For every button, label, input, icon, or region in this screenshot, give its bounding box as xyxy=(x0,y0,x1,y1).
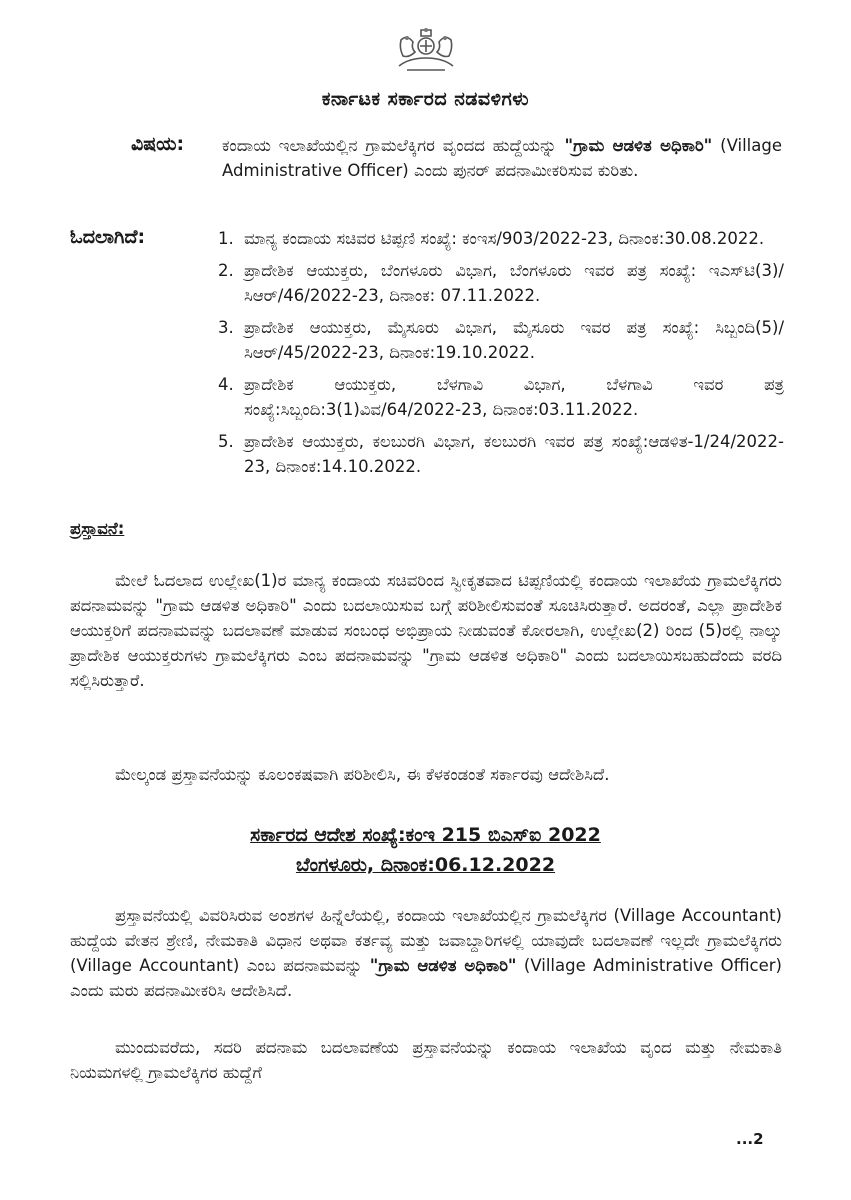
reference-text: ಪ್ರಾದೇಶಿಕ ಆಯುಕ್ತರು, ಮೈಸೂರು ವಿಭಾಗ, ಮೈಸೂರು ಇವರ ಪತ್ರ ಸಂಖ್ಯೆ: ಸಿಬ್ಬಂದಿ(5)/ಸಿಆರ್/45/2022-23, ದಿನಾಂಕ:19.10.2022. xyxy=(244,318,784,362)
subject-text-bold: "ಗ್ರಾಮ ಆಡಳಿತ ಅಧಿಕಾರಿ" xyxy=(564,136,713,155)
order-paragraph-1-bold: "ಗ್ರಾಮ ಆಡಳಿತ ಅಧಿಕಾರಿ" xyxy=(369,956,517,975)
reference-number: 3. xyxy=(218,318,234,337)
order-paragraph-1-part2: (Village Administrative Officer) ಎಂದು ಮರು ಪದನಾಮೀಕರಿಸಿ ಆದೇಶಿಸಿದೆ. xyxy=(70,956,782,1000)
karnataka-state-emblem-icon xyxy=(393,26,459,74)
preamble-paragraph-1: ಮೇಲೆ ಓದಲಾದ ಉಲ್ಲೇಖ(1)ರ ಮಾನ್ಯ ಕಂದಾಯ ಸಚಿವರಿಂದ ಸ್ವೀಕೃತವಾದ ಟಿಪ್ಪಣಿಯಲ್ಲಿ ಕಂದಾಯ ಇಲಾಖೆಯ ಗ್ರಾಮಲೆಕ್ಕಿಗರು ಪದನಾಮವನ್ನು "ಗ್ರಾಮ ಆಡಳಿತ ಅಧಿಕಾರಿ" ಎಂದು ಬದಲಾಯಿಸುವ ಬಗ್ಗೆ ಪರಿಶೀಲಿಸುವಂತೆ ಸೂಚಿಸಿರುತ್ತಾರೆ. ಅದರಂತೆ, ಎಲ್ಲಾ ಪ್ರಾದೇಶಿಕ ಆಯುಕ್ತರಿಗೆ ಪದನಾಮವನ್ನು ಬದಲಾವಣೆ ಮಾಡುವ ಸಂಬಂಧ ಅಭಿಪ್ರಾಯ ನೀಡುವಂತೆ ಕೋರಲಾಗಿ, ಉಲ್ಲೇಖ(2) ರಿಂದ (5)ರಲ್ಲಿ ನಾಲ್ಕು ಪ್ರಾದೇಶಿಕ ಆಯುಕ್ತರುಗಳು ಗ್ರಾಮಲೆಕ್ಕಿಗರು ಎಂಬ ಪದನಾಮವನ್ನು "ಗ್ರಾಮ ಆಡಳಿತ ಅಧಿಕಾರಿ" ಎಂದು ಬದಲಾಯಿಸಬಹುದೆಂದು ವರದಿ ಸಲ್ಲಿಸಿರುತ್ತಾರೆ. xyxy=(70,571,782,690)
subject-text-part1: ಕಂದಾಯ ಇಲಾಖೆಯಲ್ಲಿನ ಗ್ರಾಮಲೆಕ್ಕಿಗರ ವೃಂದದ ಹುದ್ದೆಯನ್ನು xyxy=(222,136,565,155)
subject-text-part2: (Village Administrative Officer) ಎಂದು ಪುನರ್ ಪದನಾಮೀಕರಿಸುವ ಕುರಿತು. xyxy=(222,136,782,180)
reference-number: 1. xyxy=(218,229,234,248)
reference-text: ಪ್ರಾದೇಶಿಕ ಆಯುಕ್ತರು, ಬೆಂಗಳೂರು ವಿಭಾಗ, ಬೆಂಗಳೂರು ಇವರ ಪತ್ರ ಸಂಖ್ಯೆ: ಇಎಸ್‌ಟಿ(3)/ಸಿಆರ್/46/2022-23, ದಿನಾಂಕ: 07.11.2022. xyxy=(244,261,784,305)
reference-item xyxy=(218,258,784,308)
preamble-paragraph-2: ಮೇಲ್ಕಂಡ ಪ್ರಸ್ತಾವನೆಯನ್ನು ಕೂಲಂಕಷವಾಗಿ ಪರಿಶೀಲಿಸಿ, ಈ ಕೆಳಕಂಡಂತೆ ಸರ್ಕಾರವು ಆದೇಶಿಸಿದೆ. xyxy=(115,765,610,784)
subject-text xyxy=(222,133,782,183)
reference-item xyxy=(218,226,784,251)
preamble-heading: ಪ್ರಸ್ತಾವನೆ: xyxy=(70,519,125,538)
subject-label: ವಿಷಯ: xyxy=(131,133,185,155)
government-order-date: ಬೆಂಗಳೂರು, ದಿನಾಂಕ:06.12.2022 xyxy=(295,854,556,876)
reference-item xyxy=(218,429,784,479)
reference-number: 4. xyxy=(218,375,234,394)
order-paragraph-2: ಮುಂದುವರೆದು, ಸದರಿ ಪದನಾಮ ಬದಲಾವಣೆಯ ಪ್ರಸ್ತಾವನೆಯನ್ನು ಕಂದಾಯ ಇಲಾಖೆಯ ವೃಂದ ಮತ್ತು ನೇಮಕಾತಿ ನಿಯಮಗಳಲ್ಲಿ ಗ್ರಾಮಲೆಕ್ಕಿಗರ ಹುದ್ದೆಗೆ xyxy=(70,1038,782,1082)
government-order-number: ಸರ್ಕಾರದ ಆದೇಶ ಸಂಖ್ಯೆ:ಕಂಇ 215 ಬಿಎಸ್‌ಐ 2022 xyxy=(250,824,601,846)
reference-text: ಮಾನ್ಯ ಕಂದಾಯ ಸಚಿವರ ಟಿಪ್ಪಣಿ ಸಂಖ್ಯೆ: ಕಂಇಸ/903/2022-23, ದಿನಾಂಕ:30.08.2022. xyxy=(244,229,765,248)
reference-item xyxy=(218,372,784,422)
reference-text: ಪ್ರಾದೇಶಿಕ ಆಯುಕ್ತರು, ಕಲಬುರಗಿ ವಿಭಾಗ, ಕಲಬುರಗಿ ಇವರ ಪತ್ರ ಸಂಖ್ಯೆ:ಆಡಳಿತ-1/24/2022-23, ದಿನಾಂಕ:14.10.2022. xyxy=(244,432,784,476)
order-paragraph-1 xyxy=(70,903,782,1003)
reference-number: 2. xyxy=(218,261,234,280)
references-list xyxy=(218,226,784,486)
references-label: ಓದಲಾಗಿದೆ: xyxy=(70,226,146,248)
reference-item xyxy=(218,315,784,365)
page-continuation-marker: ...2 xyxy=(736,1130,764,1148)
reference-text: ಪ್ರಾದೇಶಿಕ ಆಯುಕ್ತರು, ಬೆಳಗಾವಿ ವಿಭಾಗ, ಬೆಳಗಾವಿ ಇವರ ಪತ್ರ ಸಂಖ್ಯೆ:ಸಿಬ್ಬಂದಿ:3(1)ವಿವ/64/2022-23, ದಿನಾಂಕ:03.11.2022. xyxy=(244,375,784,419)
reference-number: 5. xyxy=(218,432,234,451)
document-header-title: ಕರ್ನಾಟಕ ಸರ್ಕಾರದ ನಡವಳಿಗಳು xyxy=(321,88,530,110)
order-paragraph-1-part1: ಪ್ರಸ್ತಾವನೆಯಲ್ಲಿ ವಿವರಿಸಿರುವ ಅಂಶಗಳ ಹಿನ್ನೆಲೆಯಲ್ಲಿ, ಕಂದಾಯ ಇಲಾಖೆಯಲ್ಲಿನ ಗ್ರಾಮಲೆಕ್ಕಿಗರ (Village Accountant) ಹುದ್ದೆಯ ವೇತನ ಶ್ರೇಣಿ, ನೇಮಕಾತಿ ವಿಧಾನ ಅಥವಾ ಕರ್ತವ್ಯ ಮತ್ತು ಜವಾಬ್ದಾರಿಗಳಲ್ಲಿ ಯಾವುದೇ ಬದಲಾವಣೆ ಇಲ್ಲದೇ ಗ್ರಾಮಲೆಕ್ಕಿಗರು (Village Accountant) ಎಂಬ ಪದನಾಮವನ್ನು xyxy=(70,906,782,975)
